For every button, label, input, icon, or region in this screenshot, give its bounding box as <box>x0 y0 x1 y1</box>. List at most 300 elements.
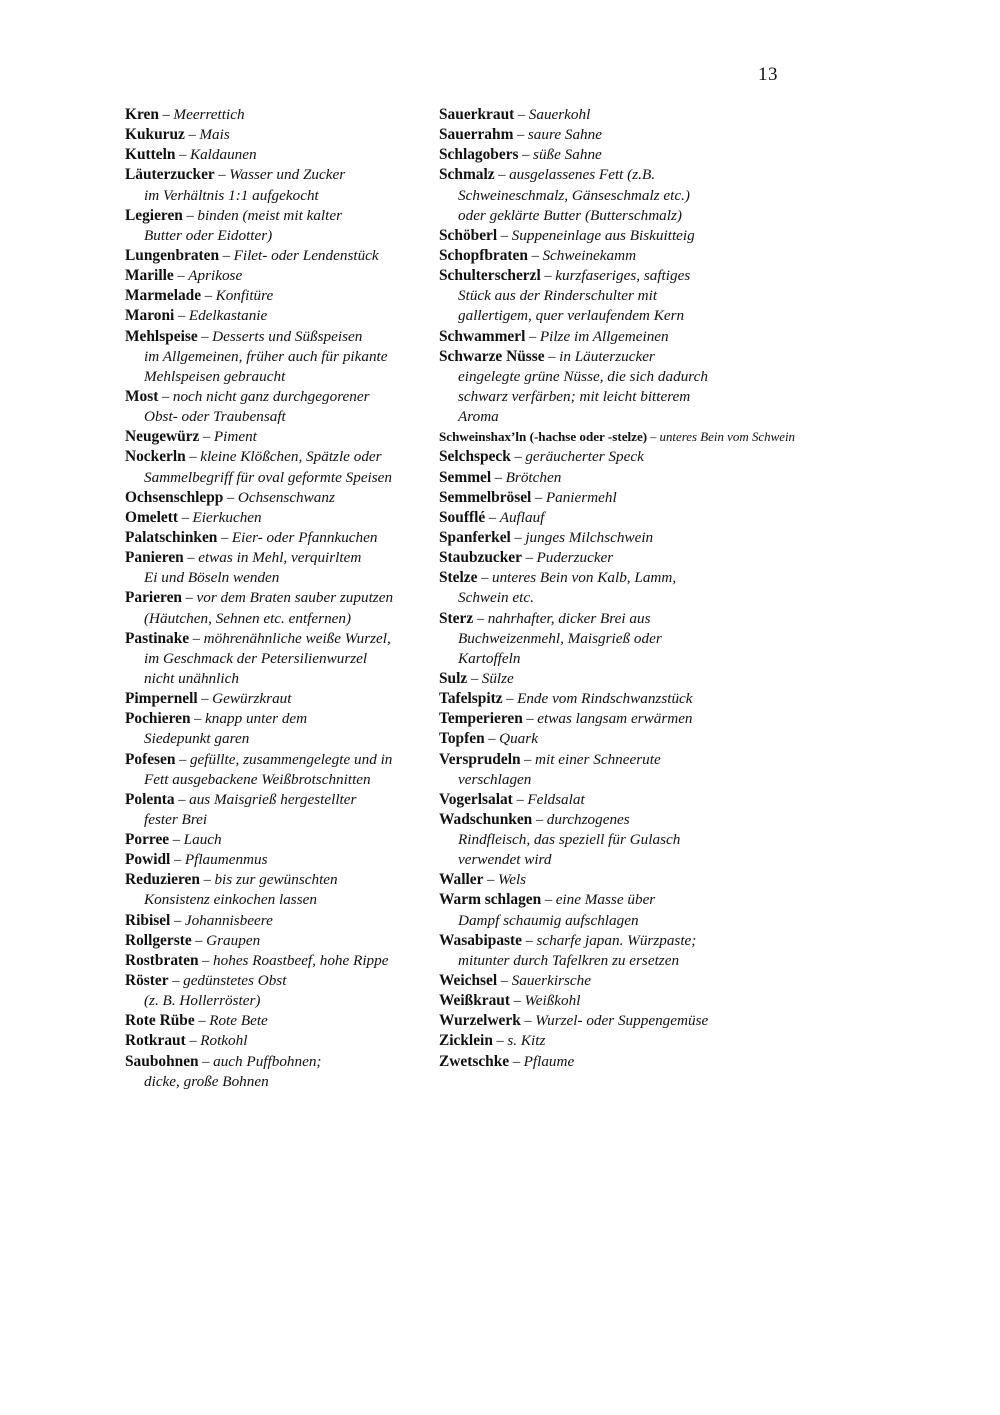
glossary-term: Palatschinken <box>125 528 218 546</box>
glossary-definition: Puderzucker <box>536 549 614 567</box>
term-separator: – <box>467 670 482 687</box>
glossary-entry <box>439 427 796 447</box>
glossary-entry <box>125 528 425 548</box>
entry-first-line <box>439 427 796 447</box>
glossary-definition: Piment <box>213 428 257 446</box>
glossary-entry <box>439 931 739 971</box>
glossary-entry <box>125 266 425 286</box>
glossary-entry <box>439 568 739 608</box>
glossary-entry <box>439 729 739 749</box>
glossary-definition: Ende vom Rindschwanzstück <box>517 690 693 708</box>
glossary-term: Sauerkraut <box>439 106 515 123</box>
glossary-term: Schulterscherzl <box>439 267 541 285</box>
glossary-entry <box>125 387 425 427</box>
glossary-entry <box>439 347 739 428</box>
glossary-entry <box>125 286 425 306</box>
entry-first-line <box>439 447 739 467</box>
entry-first-line <box>125 689 425 709</box>
glossary-definition: saure Sahne <box>527 126 602 144</box>
entry-first-line <box>125 931 425 951</box>
glossary-entry <box>125 629 425 689</box>
glossary-definition: nicht unähnlich <box>144 669 239 687</box>
glossary-term: Schwarze Nüsse <box>439 347 545 365</box>
glossary-definition: Feldsalat <box>527 790 585 808</box>
glossary-term: Pimpernell <box>125 690 198 708</box>
term-separator: – <box>185 1033 201 1050</box>
glossary-definition: kurzfaseriges, saftiges <box>555 267 691 285</box>
glossary-entry <box>125 1031 425 1051</box>
glossary-definition: Wasser und Zucker <box>229 166 346 184</box>
glossary-entry <box>439 1011 739 1031</box>
glossary-term: Versprudeln <box>439 750 521 768</box>
term-separator: – <box>175 751 190 768</box>
glossary-entry <box>439 488 739 508</box>
glossary-term: Polenta <box>125 790 175 808</box>
glossary-entry <box>439 1052 739 1072</box>
glossary-term: Temperieren <box>439 710 523 728</box>
glossary-entry <box>125 790 425 830</box>
glossary-entry <box>439 447 739 467</box>
glossary-entry <box>439 468 739 488</box>
glossary-definition: binden (meist mit kalter <box>197 206 343 224</box>
glossary-definition: verschlagen <box>458 770 532 788</box>
glossary-definition: Rotkohl <box>200 1032 248 1050</box>
glossary-term: Marille <box>125 267 174 285</box>
glossary-term: Wasabipaste <box>439 931 522 949</box>
glossary-entry <box>439 246 739 266</box>
entry-first-line <box>125 427 425 447</box>
glossary-entry <box>439 810 739 870</box>
term-separator: – <box>485 509 500 526</box>
term-separator: – <box>513 127 528 144</box>
glossary-entry <box>125 709 425 749</box>
glossary-definition: Konfitüre <box>215 287 274 305</box>
term-separator: – <box>223 489 238 506</box>
entry-first-line <box>439 528 739 548</box>
entry-first-line <box>439 609 739 629</box>
term-separator: – <box>217 529 232 546</box>
entry-first-line <box>125 629 425 649</box>
glossary-definition: Sauerkirsche <box>511 972 591 990</box>
glossary-definition: Wels <box>497 871 527 889</box>
term-separator: – <box>541 892 556 909</box>
glossary-term: Most <box>125 387 159 405</box>
glossary-definition: im Geschmack der Petersilienwurzel <box>144 649 368 667</box>
term-separator: – <box>521 932 537 949</box>
term-separator: – <box>158 107 174 123</box>
glossary-entry <box>125 206 425 246</box>
glossary-definition: gedünstetes Obst <box>183 972 287 990</box>
entry-continuation-line <box>439 951 739 971</box>
glossary-term: Waller <box>439 871 484 889</box>
entry-first-line <box>439 266 739 286</box>
glossary-definition: Obst- oder Traubensaft <box>144 408 286 426</box>
glossary-term: Semmelbrösel <box>439 488 532 506</box>
term-separator: – <box>510 449 526 466</box>
glossary-term: Pofesen <box>125 750 176 768</box>
entry-continuation-line <box>125 729 425 749</box>
glossary-term: Selchspeck <box>439 448 511 466</box>
glossary-definition: Sammelbegriff für oval geformte Speisen <box>144 468 393 486</box>
entry-first-line <box>125 327 425 347</box>
entry-continuation-line <box>439 206 739 226</box>
term-separator: – <box>520 751 536 768</box>
glossary-entry <box>125 427 425 447</box>
glossary-definition: Weißkohl <box>524 992 581 1010</box>
glossary-entry <box>439 991 739 1011</box>
glossary-column-left <box>125 105 425 1092</box>
entry-first-line <box>125 528 425 548</box>
entry-first-line <box>125 508 425 528</box>
glossary-definition: mit einer Schneerute <box>535 750 661 768</box>
glossary-definition: ausgelassenes Fett (z.B. <box>509 166 656 184</box>
entry-continuation-line <box>439 588 739 608</box>
glossary-definition: fester Brei <box>144 810 208 828</box>
entry-first-line <box>125 1052 425 1072</box>
entry-first-line <box>439 1052 739 1072</box>
glossary-definition: Sauerkohl <box>528 106 591 123</box>
glossary-definition: kleine Klößchen, Spätzle oder <box>200 448 382 466</box>
entry-first-line <box>125 588 425 608</box>
glossary-definition: Schweineschmalz, Gänseschmalz etc.) <box>458 186 690 204</box>
glossary-term: Kukuruz <box>125 126 185 144</box>
term-separator: – <box>197 328 213 345</box>
entry-continuation-line <box>439 387 739 407</box>
glossary-entry <box>125 447 425 487</box>
glossary-definition: Eier- oder Pfannkuchen <box>231 528 378 546</box>
entry-first-line <box>125 306 425 326</box>
glossary-term: Schwammerl <box>439 327 526 345</box>
glossary-definition: durchzogenes <box>546 810 630 828</box>
entry-first-line <box>439 347 739 367</box>
term-separator: – <box>510 529 526 546</box>
glossary-definition: Auflauf <box>499 508 545 526</box>
term-separator: – <box>197 691 213 708</box>
term-separator: – <box>158 388 173 405</box>
entry-first-line <box>439 991 739 1011</box>
entry-first-line <box>125 105 425 125</box>
glossary-definition: Buchweizenmehl, Maisgrieß oder <box>458 629 662 647</box>
glossary-definition: etwas in Mehl, verquirltem <box>198 549 362 567</box>
glossary-definition: hohes Roastbeef, hohe Rippe <box>213 951 389 969</box>
entry-first-line <box>439 468 739 488</box>
term-separator: – <box>175 147 190 164</box>
entry-first-line <box>439 568 739 588</box>
entry-first-line <box>439 971 739 991</box>
glossary-entry <box>125 125 425 145</box>
glossary-term: Wurzelwerk <box>439 1012 521 1030</box>
entry-first-line <box>125 1031 425 1051</box>
glossary-definition: möhrenähnliche weiße Wurzel, <box>203 629 391 647</box>
term-separator: – <box>198 1053 214 1070</box>
term-separator: – <box>527 247 543 264</box>
glossary-definition: Pilze im Allgemeinen <box>539 327 669 345</box>
term-separator: – <box>182 207 198 224</box>
glossary-definition: gallertigem, quer verlaufendem Kern <box>458 307 685 325</box>
entry-continuation-line <box>125 669 425 689</box>
entry-first-line <box>439 165 739 185</box>
entry-continuation-line <box>125 367 425 387</box>
glossary-definition: Rote Bete <box>209 1012 268 1030</box>
term-separator: – <box>522 711 538 728</box>
glossary-definition: scharfe japan. Würzpaste; <box>536 931 697 949</box>
glossary-definition: Stück aus der Rinderschulter mit <box>458 287 658 305</box>
glossary-definition: vor dem Braten sauber zuputzen <box>196 589 394 607</box>
entry-continuation-line <box>125 890 425 910</box>
glossary-term: Kutteln <box>125 146 176 164</box>
term-separator: – <box>477 570 492 587</box>
glossary-term: Sauerrahm <box>439 126 514 144</box>
entry-first-line <box>125 1011 425 1031</box>
glossary-entry <box>125 588 425 628</box>
term-separator: – <box>483 872 498 889</box>
entry-first-line <box>439 729 739 749</box>
glossary-definition: Kartoffeln <box>458 649 521 667</box>
term-separator: – <box>497 973 512 990</box>
glossary-term: Rotkraut <box>125 1032 186 1050</box>
glossary-term: Zicklein <box>439 1032 493 1050</box>
entry-first-line <box>125 447 425 467</box>
glossary-entry <box>125 870 425 910</box>
glossary-definition: Dampf schaumig aufschlagen <box>458 911 639 929</box>
entry-first-line <box>125 709 425 729</box>
term-separator: – <box>194 1013 210 1030</box>
glossary-term: Röster <box>125 972 169 990</box>
glossary-entry <box>125 911 425 931</box>
glossary-definition: schwarz verfärben; mit leicht bitterem <box>458 387 691 405</box>
glossary-definition: Desserts und Süßspeisen <box>212 327 363 345</box>
glossary-definition: Graupen <box>206 931 261 949</box>
glossary-definition: Schweinekamm <box>542 246 637 264</box>
entry-first-line <box>125 870 425 890</box>
glossary-entry <box>125 850 425 870</box>
glossary-definition: Fett ausgebackene Weißbrotschnitten <box>144 770 371 788</box>
entry-first-line <box>439 548 739 568</box>
glossary-entry <box>125 750 425 790</box>
entry-first-line <box>439 327 739 347</box>
glossary-entry <box>439 266 739 326</box>
entry-first-line <box>439 709 739 729</box>
glossary-definition: junges Milchschwein <box>525 528 654 546</box>
glossary-entry <box>439 125 739 145</box>
glossary-term: Lungenbraten <box>125 246 220 264</box>
glossary-term: Mehlspeise <box>125 327 198 345</box>
entry-continuation-line <box>125 568 425 588</box>
entry-continuation-line <box>125 1072 425 1092</box>
entry-first-line <box>439 870 739 890</box>
term-separator: – <box>214 167 230 184</box>
glossary-definition: (z. B. Hollerröster) <box>144 992 261 1010</box>
entry-first-line <box>125 830 425 850</box>
entry-first-line <box>125 548 425 568</box>
entry-continuation-line <box>125 649 425 669</box>
term-separator: – <box>473 610 488 627</box>
glossary-term: Parieren <box>125 589 182 607</box>
glossary-definition: Konsistenz einkochen lassen <box>144 891 317 909</box>
term-separator: – <box>183 550 199 567</box>
glossary-definition: eine Masse über <box>555 891 656 909</box>
glossary-entry <box>125 689 425 709</box>
glossary-definition: Gewürzkraut <box>212 690 292 708</box>
glossary-term: Stelze <box>439 569 478 587</box>
glossary-entry <box>439 327 739 347</box>
entry-first-line <box>439 145 739 165</box>
glossary-entry <box>125 165 425 205</box>
term-separator: – <box>502 691 518 708</box>
term-separator: – <box>647 430 660 445</box>
glossary-definition: Ei und Böseln wenden <box>144 569 280 587</box>
glossary-definition: etwas langsam erwärmen <box>537 710 693 728</box>
glossary-definition: Edelkastanie <box>188 307 268 325</box>
glossary-term: Omelett <box>125 508 178 526</box>
term-separator: – <box>491 469 506 486</box>
entry-continuation-line <box>125 186 425 206</box>
glossary-term: Saubohnen <box>125 1052 199 1070</box>
entry-first-line <box>125 951 425 971</box>
term-separator: – <box>514 107 529 123</box>
entry-first-line <box>439 125 739 145</box>
glossary-definition: bis zur gewünschten <box>214 871 338 889</box>
glossary-definition: auch Puffbohnen; <box>213 1052 322 1070</box>
term-separator: – <box>494 167 510 184</box>
term-separator: – <box>520 1013 536 1030</box>
term-separator: – <box>177 509 193 526</box>
glossary-definition: im Allgemeinen, früher auch für pikante <box>144 347 388 365</box>
glossary-definition: Lauch <box>183 831 222 849</box>
term-separator: – <box>170 912 185 929</box>
glossary-term: Soufflé <box>439 508 486 526</box>
term-separator: – <box>201 288 216 305</box>
term-separator: – <box>173 268 189 285</box>
glossary-definition: oder geklärte Butter (Butterschmalz) <box>458 206 682 224</box>
glossary-entry <box>439 890 739 930</box>
entry-first-line <box>439 488 739 508</box>
glossary-term: Zwetschke <box>439 1052 510 1070</box>
term-separator: – <box>544 348 560 365</box>
glossary-definition: Mais <box>199 126 230 144</box>
glossary-entry <box>439 669 739 689</box>
entry-continuation-line <box>125 770 425 790</box>
glossary-term: Schweinshax’ln (-hachse oder -stelze) <box>439 429 648 445</box>
term-separator: – <box>190 711 206 728</box>
entry-continuation-line <box>439 629 739 649</box>
term-separator: – <box>191 932 207 949</box>
entry-continuation-line <box>439 911 739 931</box>
term-separator: – <box>170 852 185 869</box>
glossary-entry <box>439 689 739 709</box>
glossary-definition: Wurzel- oder Suppengemüse <box>535 1012 709 1030</box>
glossary-definition: Mehlspeisen gebraucht <box>144 367 286 385</box>
glossary-definition: knapp unter dem <box>205 710 308 728</box>
term-separator: – <box>509 993 525 1010</box>
glossary-entry <box>125 246 425 266</box>
entry-first-line <box>125 206 425 226</box>
glossary-term: Sulz <box>439 669 468 687</box>
glossary-term: Porree <box>125 831 170 849</box>
entry-first-line <box>125 850 425 870</box>
entry-continuation-line <box>439 830 739 850</box>
glossary-definition: Johannisbeere <box>184 911 273 929</box>
term-separator: – <box>531 489 546 506</box>
glossary-entry <box>125 830 425 850</box>
glossary-entry <box>439 226 739 246</box>
entry-first-line <box>439 810 739 830</box>
glossary-term: Schopfbraten <box>439 246 528 264</box>
glossary-term: Staubzucker <box>439 549 522 567</box>
entry-continuation-line <box>125 609 425 629</box>
glossary-term: Ochsenschlepp <box>125 488 224 506</box>
term-separator: – <box>518 147 534 164</box>
entry-first-line <box>439 750 739 770</box>
glossary-term: Semmel <box>439 468 492 486</box>
glossary-entry <box>125 931 425 951</box>
entry-first-line <box>125 165 425 185</box>
glossary-definition: eingelegte grüne Nüsse, die sich dadurch <box>458 367 708 385</box>
entry-continuation-line <box>125 347 425 367</box>
glossary-entry <box>125 488 425 508</box>
glossary-entry <box>439 870 739 890</box>
entry-first-line <box>125 266 425 286</box>
entry-continuation-line <box>125 468 425 488</box>
term-separator: – <box>525 328 540 345</box>
glossary-definition: Rindfleisch, das speziell für Gulasch <box>458 831 681 849</box>
entry-continuation-line <box>439 286 739 306</box>
glossary-definition: Aroma <box>458 408 499 426</box>
glossary-column-right <box>439 105 796 1072</box>
glossary-entry <box>439 105 739 125</box>
entry-continuation-line <box>125 226 425 246</box>
glossary-entry <box>125 508 425 528</box>
glossary-entry <box>125 306 425 326</box>
glossary-entry <box>125 1052 425 1092</box>
glossary-definition: dicke, große Bohnen <box>144 1072 269 1090</box>
glossary-definition: nahrhafter, dicker Brei aus <box>487 609 651 627</box>
glossary-entry <box>439 528 739 548</box>
entry-first-line <box>125 125 425 145</box>
entry-first-line <box>439 1011 739 1031</box>
glossary-term: Pochieren <box>125 710 191 728</box>
glossary-definition: Paniermehl <box>545 488 617 506</box>
term-separator: – <box>174 308 189 325</box>
glossary-entry <box>125 105 425 125</box>
entry-first-line <box>125 911 425 931</box>
glossary-definition: unteres Bein von Kalb, Lamm, <box>491 569 677 587</box>
glossary-term: Schmalz <box>439 166 495 184</box>
glossary-entry <box>439 709 739 729</box>
glossary-definition: unteres Bein vom Schwein <box>659 429 796 445</box>
glossary-term: Läuterzucker <box>125 166 215 184</box>
term-separator: – <box>174 791 190 808</box>
entry-first-line <box>125 750 425 770</box>
term-separator: – <box>484 731 500 748</box>
glossary-definition: gefüllte, zusammengelegte und in <box>189 750 393 768</box>
glossary-term: Rostbraten <box>125 951 199 969</box>
term-separator: – <box>184 127 200 144</box>
glossary-definition: (Häutchen, Sehnen etc. entfernen) <box>144 609 352 627</box>
glossary-term: Pastinake <box>125 629 190 647</box>
glossary-term: Tafelspitz <box>439 690 503 708</box>
glossary-term: Nockerln <box>125 448 186 466</box>
glossary-definition: im Verhältnis 1:1 aufgekocht <box>144 186 319 204</box>
term-separator: – <box>181 590 197 607</box>
glossary-entry <box>125 971 425 1011</box>
glossary-entry <box>125 1011 425 1031</box>
entry-first-line <box>439 790 739 810</box>
glossary-term: Kren <box>125 106 159 123</box>
glossary-definition: in Läuterzucker <box>559 347 655 365</box>
entry-first-line <box>439 1031 739 1051</box>
glossary-definition: Quark <box>499 730 538 748</box>
